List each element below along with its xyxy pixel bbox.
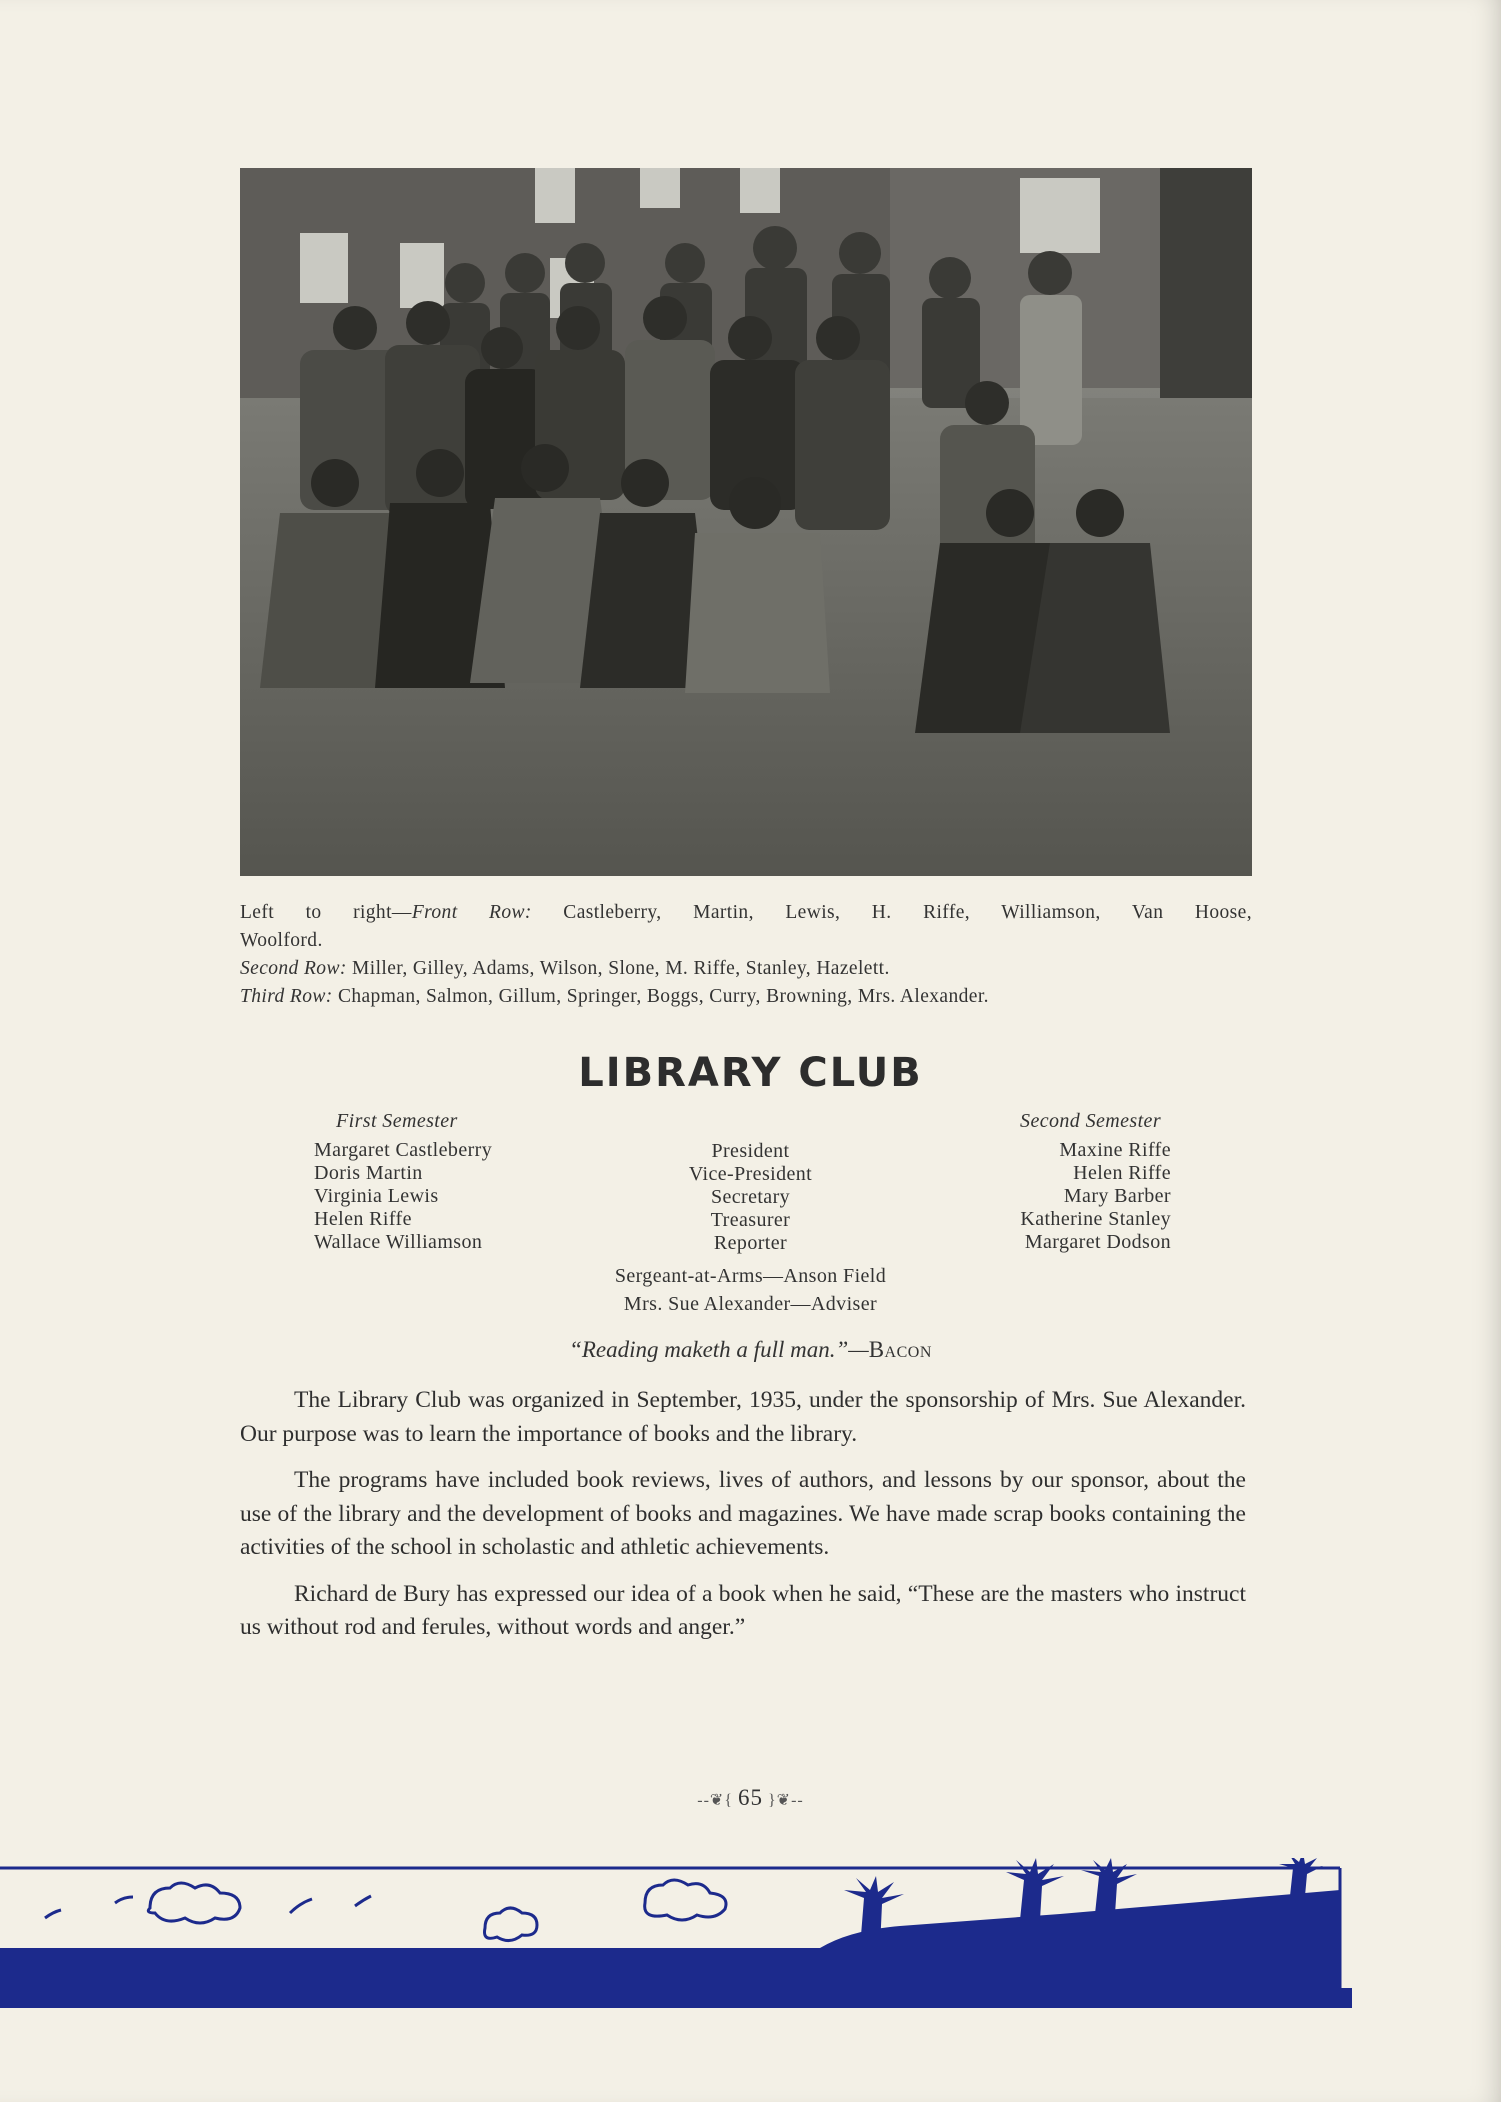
caption-row2-names: Miller, Gilley, Adams, Wilson, Slone, M. Riffe, Stanley, Hazelett. xyxy=(346,958,890,979)
motto-quote xyxy=(0,1337,1501,1363)
group-photo xyxy=(240,168,1252,876)
paragraph: The programs have included book reviews, lives of authors, and lessons by our sponsor, about the use of the library and the development of books and magazines. We have made scrap books containing the activities of the school in scholastic and athletic achievements. xyxy=(240,1467,1246,1560)
office-title: Secretary xyxy=(710,1186,791,1208)
second-semester-heading: Second Semester xyxy=(1020,1110,1161,1132)
office-title: Reporter xyxy=(713,1232,788,1254)
first-officer: Margaret Castleberry xyxy=(314,1139,493,1161)
caption-second-row xyxy=(240,955,1252,983)
caption-row2-label: Second Row: xyxy=(240,958,347,979)
quote-text: “Reading maketh a full man.”— xyxy=(569,1337,869,1362)
first-semester-heading: First Semester xyxy=(336,1110,458,1132)
quote-attribution: Bacon xyxy=(868,1337,932,1362)
caption-lead: Left to right— xyxy=(240,902,412,923)
second-officer: Katherine Stanley xyxy=(1020,1208,1171,1230)
page-number xyxy=(0,1785,1501,1811)
offices-column xyxy=(0,1140,1501,1318)
sergeant-at-arms: Sergeant-at-Arms—Anson Field xyxy=(614,1265,887,1287)
office-title: President xyxy=(711,1140,790,1162)
cloud-icon xyxy=(148,1880,726,1941)
caption-front-row xyxy=(240,899,1252,927)
first-officer: Doris Martin xyxy=(314,1162,423,1184)
adviser: Mrs. Sue Alexander—Adviser xyxy=(623,1293,878,1315)
bird-icon xyxy=(45,1896,371,1918)
caption-row3-names: Chapman, Salmon, Gillum, Springer, Boggs, Curry, Browning, Mrs. Alexander. xyxy=(332,986,989,1007)
caption-row1-names: Castleberry, Martin, Lewis, H. Riffe, Williamson, Van Hoose, xyxy=(531,902,1252,923)
decorative-banner xyxy=(0,1858,1352,2008)
folio-ornament-left: --❦{ xyxy=(697,1792,738,1809)
office-title: Vice-President xyxy=(688,1163,813,1185)
page-number-value: 65 xyxy=(738,1785,763,1810)
first-officer: Virginia Lewis xyxy=(314,1185,439,1207)
page-title: LIBRARY CLUB xyxy=(578,1050,923,1096)
second-officer: Margaret Dodson xyxy=(1024,1231,1171,1253)
folio-ornament-right: }❦-- xyxy=(763,1792,804,1809)
body-text xyxy=(240,1384,1246,1658)
paragraph: Richard de Bury has expressed our idea of a book when he said, “These are the masters who instruct us without rod and ferules, without words and anger.” xyxy=(240,1580,1246,1640)
office-title: Treasurer xyxy=(710,1209,791,1231)
first-officer: Helen Riffe xyxy=(314,1208,412,1230)
second-officer: Helen Riffe xyxy=(1073,1162,1171,1184)
caption-row1-label: Front Row: xyxy=(411,902,532,923)
second-officer: Mary Barber xyxy=(1063,1185,1171,1207)
second-semester-column xyxy=(1020,1110,1171,1254)
first-officer: Wallace Williamson xyxy=(314,1231,483,1253)
second-officer: Maxine Riffe xyxy=(1059,1139,1171,1161)
caption-row3-label: Third Row: xyxy=(240,986,333,1007)
paragraph: The Library Club was organized in September, 1935, under the sponsorship of Mrs. Sue Alexander. Our purpose was to learn the importance of books and the library. xyxy=(240,1387,1246,1447)
caption-third-row xyxy=(240,983,1252,1011)
caption-front-row-cont: Woolford. xyxy=(240,930,323,951)
photo-caption xyxy=(240,899,1252,1011)
